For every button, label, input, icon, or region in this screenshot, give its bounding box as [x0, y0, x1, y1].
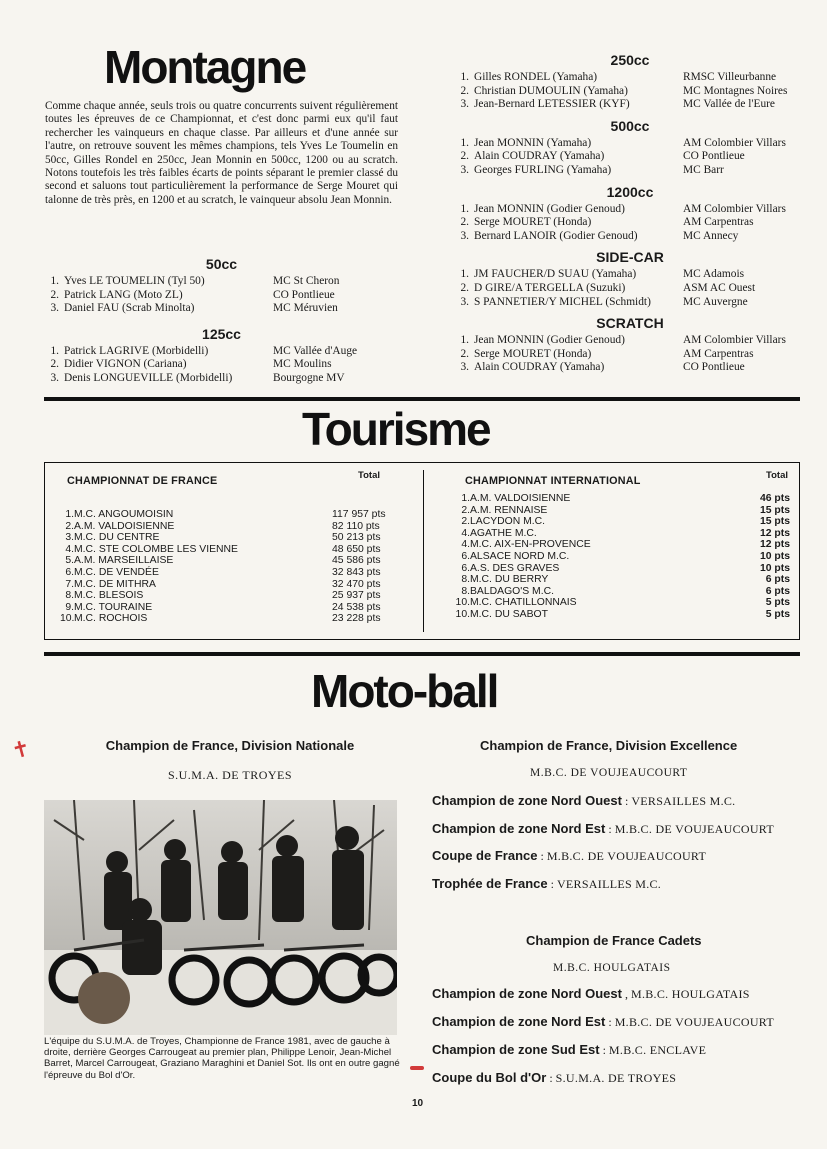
- photo-caption: L'équipe du S.U.M.A. de Troyes, Championne de France 1981, avec de gauche à droite, derrière Georges Carrougeat au premier plan, Philippe Lenoir, Jean-Michel Barret, Marcel Carrougeat, Graziano Maraghini et Daniel Sot. Ils ont en outre gagné l'épreuve du Bol d'Or.: [44, 1036, 400, 1081]
- club-name: M.C. STE COLOMBE LES VIENNE: [74, 543, 238, 555]
- award-label: Champion de zone Nord Ouest: [432, 986, 622, 1001]
- rider-club: ASM AC Ouest: [683, 281, 756, 294]
- rank: 6.: [65, 566, 74, 578]
- rider-club: MC Vallée d'Auge: [273, 344, 358, 357]
- table-row: [60, 544, 400, 556]
- rank: 9.: [65, 601, 74, 613]
- result-rank: 3.: [460, 229, 469, 242]
- award-line: [432, 848, 774, 876]
- club-name: A.M. VALDOISIENNE: [74, 520, 175, 532]
- rider-name: JM FAUCHER/D SUAU (Yamaha): [474, 268, 637, 281]
- award-label: Champion de zone Nord Est: [432, 820, 606, 836]
- rank: 2.: [461, 516, 470, 528]
- table-row: [60, 521, 400, 533]
- rider-name: Jean-Bernard LETESSIER (KYF): [474, 98, 630, 111]
- rider-club: AM Carpentras: [683, 347, 754, 360]
- result-row: [455, 268, 805, 282]
- rank: 5.: [65, 555, 74, 567]
- tourisme-box-divider: [423, 470, 424, 632]
- table-row: [440, 563, 790, 575]
- result-rank: 2.: [460, 84, 469, 97]
- result-row: [455, 71, 805, 85]
- points: 82 110 pts: [332, 520, 380, 532]
- championnat-international-table: [440, 470, 790, 621]
- points: 46 pts: [759, 493, 790, 504]
- class-title: 50cc: [205, 256, 238, 272]
- club-name: M.C. DU CENTRE: [74, 532, 160, 544]
- award-separator: ,: [621, 987, 631, 1001]
- table-row: [440, 516, 790, 528]
- club-name: M.C. AIX-EN-PROVENCE: [470, 539, 591, 551]
- points: 12 pts: [759, 539, 790, 551]
- award-value: M.B.C. ENCLAVE: [608, 1043, 707, 1057]
- rider-name: Christian DUMOULIN (Yamaha): [474, 84, 628, 97]
- rank: 7.: [65, 578, 74, 590]
- cadets-lines: [432, 986, 774, 1098]
- result-row: [455, 348, 805, 362]
- result-rank: 3.: [50, 302, 59, 315]
- class-title: SIDE-CAR: [596, 249, 664, 266]
- rider-name: Serge MOURET (Honda): [474, 216, 592, 229]
- championnat-france-table: [60, 470, 400, 625]
- rider-name: Georges FURLING (Yamaha): [474, 163, 612, 176]
- rank: 10.: [455, 597, 470, 609]
- club-name: BALDAGO'S M.C.: [470, 585, 554, 597]
- result-row: [455, 334, 805, 348]
- award-label: Trophée de France: [432, 875, 548, 891]
- rank: 4.: [65, 543, 74, 555]
- rider-club: MC Montagnes Noires: [683, 84, 788, 97]
- result-row: [45, 372, 398, 386]
- award-value: VERSAILLES M.C.: [556, 876, 662, 891]
- result-row: [455, 85, 805, 99]
- award-separator: :: [599, 1043, 609, 1057]
- result-rank: 1.: [50, 344, 59, 357]
- rider-club: CO Pontlieue: [273, 288, 335, 301]
- rider-name: Gilles RONDEL (Yamaha): [474, 71, 598, 83]
- points: 12 pts: [759, 527, 790, 539]
- result-rank: 3.: [460, 361, 469, 374]
- rider-name: Alain COUDRAY (Yamaha): [474, 150, 605, 163]
- table-row: [60, 579, 400, 591]
- team-photo-image: [44, 800, 397, 1035]
- nationale-winner: S.U.M.A. DE TROYES: [167, 768, 293, 782]
- points: 32 843 pts: [332, 566, 381, 578]
- montagne-intro: Comme chaque année, seuls trois ou quatre concurrents suivent régulièrement toutes les épreuves de ce Championnat, et c'est donc parmi eux qu'il faut rechercher les vainqueurs en chaque classe. Par ailleurs et d'une année sur l'autre, on retrouve souvent les mêmes champions, tels Yves Le Toumelin en 50cc, Gilles Rondel en 250cc, Jean Monnin en 500cc, 1200 ou au scratch. Notons toutefois les très faibles écarts de points séparant le premier classé du second et saluons tout particulièrement la performance de Serge Mouret qui talonne de très près, en 1200 et au scratch, le vainqueur absolu Jean Monnin.: [45, 100, 398, 206]
- rank: 10.: [60, 613, 75, 625]
- points: 10 pts: [759, 562, 790, 574]
- award-label: Coupe du Bol d'Or: [432, 1070, 547, 1085]
- championnat-france-heading: CHAMPIONNAT DE FRANCE: [67, 475, 218, 487]
- award-label: Coupe de France: [432, 848, 538, 863]
- section-divider: [44, 397, 800, 401]
- table-row: [440, 574, 790, 586]
- result-row: [45, 289, 398, 303]
- result-row: [455, 164, 805, 178]
- award-value: VERSAILLES M.C.: [631, 794, 736, 808]
- club-name: A.S. DES GRAVES: [470, 562, 560, 574]
- club-name: M.C. BLESOIS: [74, 590, 144, 602]
- club-name: M.C. ROCHOIS: [74, 613, 148, 625]
- class-block: [45, 256, 398, 316]
- table-row: [60, 555, 400, 567]
- rider-club: CO Pontlieue: [683, 150, 745, 163]
- tourisme-title: Tourisme: [302, 403, 490, 455]
- award-value: M.B.C. DE VOUJEAUCOURT: [614, 821, 775, 836]
- rank: 8.: [461, 574, 470, 586]
- club-name: M.C. CHATILLONNAIS: [470, 597, 577, 609]
- table-row: [440, 505, 790, 517]
- class-title: 125cc: [202, 325, 241, 342]
- result-row: [45, 302, 398, 316]
- club-name: M.C. DE MITHRA: [74, 578, 156, 590]
- rank: 8.: [65, 590, 74, 602]
- result-rank: 2.: [50, 358, 59, 371]
- rider-name: Jean MONNIN (Godier Genoud): [474, 202, 625, 215]
- club-name: M.C. DE VENDÉE: [74, 566, 159, 578]
- rider-club: MC Moulins: [273, 358, 332, 371]
- table-row: [440, 528, 790, 540]
- points: 50 213 pts: [332, 532, 381, 544]
- club-name: M.C. ANGOUMOISIN: [74, 509, 174, 520]
- rank: 8.: [461, 585, 470, 597]
- result-row: [455, 230, 805, 244]
- rider-club: AM Colombier Villars: [683, 136, 786, 149]
- award-line: [432, 793, 774, 821]
- excellence-lines: [432, 793, 774, 903]
- award-line: [432, 876, 774, 904]
- rank: 2.: [65, 520, 74, 532]
- rank: 3.: [65, 532, 74, 544]
- page-number: 10: [412, 1098, 424, 1109]
- club-name: A.M. MARSEILLAISE: [74, 555, 174, 567]
- result-rank: 1.: [460, 268, 469, 281]
- award-value: S.U.M.A. DE TROYES: [555, 1071, 677, 1085]
- club-name: M.C. DU SABOT: [470, 608, 548, 620]
- points: 23 228 pts: [332, 613, 381, 625]
- table-row: [440, 586, 790, 598]
- result-rank: 3.: [460, 163, 469, 176]
- result-rank: 3.: [460, 98, 469, 111]
- result-rank: 1.: [460, 136, 469, 149]
- rider-name: Alain COUDRAY (Yamaha): [474, 361, 605, 374]
- award-separator: :: [537, 849, 547, 863]
- points: 6 pts: [765, 574, 790, 586]
- rank: 1.: [461, 493, 470, 504]
- result-row: [455, 203, 805, 217]
- result-row: [455, 282, 805, 296]
- rider-club: MC St Cheron: [273, 275, 340, 287]
- montagne-left-classes: [45, 256, 398, 396]
- result-row: [45, 358, 398, 372]
- club-name: M.C. DU BERRY: [470, 574, 549, 586]
- class-title: 500cc: [610, 117, 650, 134]
- result-rank: 2.: [50, 288, 59, 301]
- club-name: AGATHE M.C.: [470, 527, 537, 539]
- award-value: M.B.C. HOULGATAIS: [630, 987, 750, 1001]
- rank: 6.: [461, 562, 470, 574]
- rider-club: CO Pontlieue: [683, 361, 745, 374]
- points: 6 pts: [765, 585, 790, 597]
- points: 5 pts: [765, 597, 790, 609]
- award-separator: :: [547, 876, 557, 891]
- points: 10 pts: [759, 550, 790, 562]
- result-rank: 1.: [460, 334, 469, 347]
- total-label: Total: [358, 470, 380, 481]
- result-row: [455, 98, 805, 112]
- points: 32 470 pts: [332, 578, 381, 590]
- table-row: [60, 532, 400, 544]
- rider-name: Yves LE TOUMELIN (Tyl 50): [64, 275, 205, 287]
- result-rank: 2.: [460, 347, 469, 360]
- rider-club: MC Adamois: [683, 268, 745, 281]
- class-title: 1200cc: [606, 183, 654, 200]
- result-row: [455, 361, 805, 375]
- result-rank: 2.: [460, 281, 469, 294]
- cadets-winner: M.B.C. HOULGATAIS: [553, 962, 671, 974]
- points: 48 650 pts: [332, 543, 381, 555]
- award-line: [432, 821, 774, 849]
- award-value: M.B.C. DE VOUJEAUCOURT: [614, 1015, 775, 1029]
- award-value: M.B.C. DE VOUJEAUCOURT: [546, 849, 707, 863]
- rider-club: MC Auvergne: [683, 295, 748, 308]
- class-title: SCRATCH: [596, 315, 664, 332]
- rider-club: RMSC Villeurbanne: [683, 71, 777, 83]
- points: 15 pts: [759, 516, 790, 528]
- points: 5 pts: [765, 608, 790, 620]
- rider-club: MC Méruvien: [273, 302, 338, 315]
- club-name: A.M. RENNAISE: [470, 504, 548, 516]
- bol-dor-mark: [410, 1066, 424, 1070]
- class-block: [455, 52, 805, 112]
- award-line: [432, 986, 774, 1014]
- rider-club: AM Carpentras: [683, 216, 754, 229]
- award-line: [432, 1042, 774, 1070]
- points: 15 pts: [759, 504, 790, 516]
- class-block: [45, 326, 398, 386]
- table-row: [60, 613, 400, 625]
- class-block: [455, 315, 805, 375]
- class-title: 250cc: [610, 52, 650, 68]
- table-row: [440, 597, 790, 609]
- club-name: LACYDON M.C.: [470, 516, 546, 528]
- club-name: A.M. VALDOISIENNE: [470, 493, 571, 504]
- rider-name: Bernard LANOIR (Godier Genoud): [474, 229, 638, 242]
- points: 45 586 pts: [332, 555, 381, 567]
- points: 117 957 pts: [332, 509, 386, 520]
- rider-name: Didier VIGNON (Cariana): [64, 358, 187, 371]
- result-rank: 1.: [460, 71, 469, 83]
- rank: 6.: [461, 550, 470, 562]
- result-row: [455, 296, 805, 310]
- montagne-right-classes: [455, 52, 805, 381]
- rider-club: MC Barr: [683, 163, 724, 176]
- table-row: [60, 509, 400, 521]
- table-row: [440, 609, 790, 621]
- rider-club: AM Colombier Villars: [683, 334, 786, 347]
- result-rank: 3.: [50, 371, 59, 384]
- margin-mark: ✝: [9, 736, 34, 765]
- team-photo: [44, 800, 397, 1035]
- result-row: [455, 216, 805, 230]
- result-rank: 2.: [460, 150, 469, 163]
- rider-name: Patrick LANG (Moto ZL): [64, 288, 183, 301]
- award-separator: :: [621, 794, 632, 808]
- table-row: [440, 551, 790, 563]
- result-row: [45, 275, 398, 289]
- rider-club: Bourgogne MV: [273, 371, 345, 384]
- rider-club: MC Annecy: [683, 229, 739, 242]
- class-block: [455, 249, 805, 309]
- result-rank: 1.: [50, 275, 59, 287]
- rank: 10.: [455, 608, 470, 620]
- award-label: Champion de zone Nord Est: [432, 1014, 606, 1029]
- excellence-winner: M.B.C. DE VOUJEAUCOURT: [530, 767, 688, 779]
- rank: 4.: [461, 527, 470, 539]
- result-row: [455, 137, 805, 151]
- rider-name: D GIRE/A TERGELLA (Suzuki): [474, 281, 626, 294]
- total-label: Total: [766, 470, 788, 481]
- motoball-title: Moto-ball: [311, 665, 498, 717]
- rider-name: Jean MONNIN (Godier Genoud): [474, 334, 625, 347]
- club-name: ALSACE NORD M.C.: [470, 550, 570, 562]
- rider-name: Denis LONGUEVILLE (Morbidelli): [64, 371, 233, 384]
- award-separator: :: [605, 821, 615, 836]
- rider-name: Serge MOURET (Honda): [474, 347, 592, 360]
- rider-name: Daniel FAU (Scrab Minolta): [64, 302, 195, 315]
- rank: 4.: [461, 539, 470, 551]
- rank: 1.: [65, 509, 74, 520]
- table-row: [60, 590, 400, 602]
- result-rank: 3.: [460, 295, 469, 308]
- result-row: [45, 345, 398, 359]
- montagne-title: Montagne: [104, 41, 306, 93]
- championnat-international-heading: CHAMPIONNAT INTERNATIONAL: [465, 475, 641, 487]
- class-block: [455, 118, 805, 178]
- table-row: [60, 567, 400, 579]
- rank: 2.: [461, 504, 470, 516]
- class-block: [455, 184, 805, 244]
- rider-club: AM Colombier Villars: [683, 202, 786, 215]
- excellence-heading: Champion de France, Division Excellence: [480, 738, 738, 753]
- rider-club: MC Vallée de l'Eure: [683, 98, 775, 111]
- award-separator: :: [605, 1015, 615, 1029]
- table-row: [440, 493, 790, 505]
- table-row: [60, 602, 400, 614]
- cadets-heading: Champion de France Cadets: [526, 933, 702, 948]
- award-label: Champion de zone Sud Est: [432, 1042, 600, 1057]
- points: 25 937 pts: [332, 590, 381, 602]
- award-label: Champion de zone Nord Ouest: [432, 793, 622, 808]
- club-name: M.C. TOURAINE: [74, 601, 153, 613]
- rider-name: S PANNETIER/Y MICHEL (Schmidt): [474, 295, 651, 308]
- result-rank: 2.: [460, 216, 469, 229]
- award-separator: :: [546, 1071, 556, 1085]
- section-divider: [44, 652, 800, 656]
- rider-name: Jean MONNIN (Yamaha): [474, 136, 592, 149]
- nationale-heading: Champion de France, Division Nationale: [105, 738, 355, 753]
- award-line: [432, 1014, 774, 1042]
- result-rank: 1.: [460, 202, 469, 215]
- award-line: [432, 1070, 774, 1098]
- points: 24 538 pts: [332, 601, 381, 613]
- table-row: [440, 539, 790, 551]
- rider-name: Patrick LAGRIVE (Morbidelli): [64, 344, 209, 357]
- result-row: [455, 150, 805, 164]
